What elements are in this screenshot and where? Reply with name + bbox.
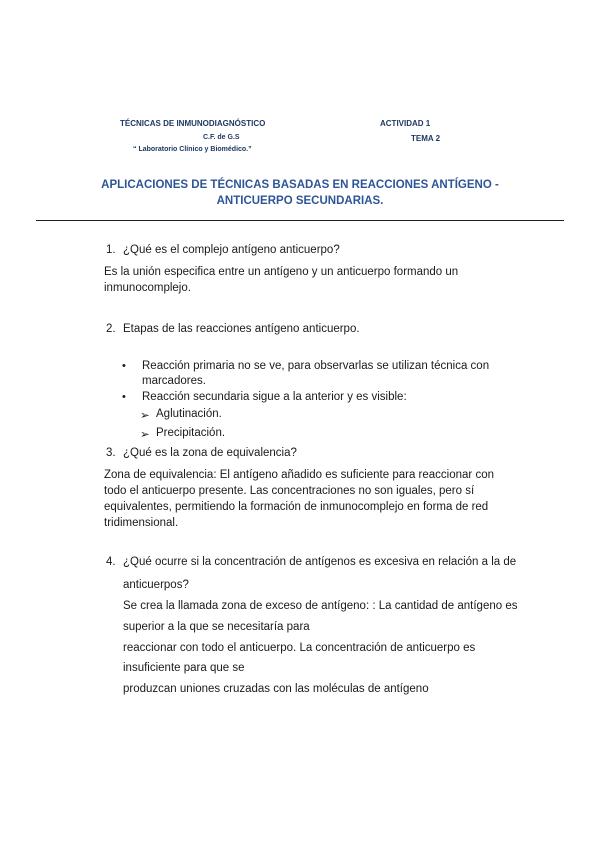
page-title	[40, 177, 560, 209]
q2-bullet1-line2: marcadores.	[142, 375, 206, 387]
q4-question-line1: ¿Qué ocurre si la concentración de antígenos es excesiva en relación a la de	[123, 556, 517, 568]
arrow-bullet-icon: ➢	[140, 429, 150, 441]
q2-number: 2.	[106, 323, 116, 335]
header-course-title: TÉCNICAS DE INMUNODIAGNÓSTICO	[120, 119, 266, 128]
q3-answer-line4: tridimensional.	[104, 517, 179, 529]
q4-answer-line3: reaccionar con todo el anticuerpo. La concentración de anticuerpo es	[123, 642, 476, 654]
q1-answer-line1: Es la unión especifica entre un antígeno y un anticuerpo formando un	[104, 266, 459, 278]
bullet-icon: •	[122, 360, 126, 372]
q2-bullet2: Reacción secundaria sigue a la anterior y es visible:	[142, 391, 407, 403]
bullet-icon: •	[122, 391, 126, 403]
header-level: C.F. de G.S	[203, 134, 240, 141]
q2-sub-item-2: Precipitación.	[156, 427, 226, 439]
header-specialty: “ Laboratorio Clínico y Biomédico.”	[133, 146, 252, 153]
q3-answer-line2: todo el anticuerpo presente. Las concentraciones no son iguales, pero sí	[104, 485, 475, 497]
page-title-line1: APLICACIONES DE TÉCNICAS BASADAS EN REACCIONES ANTÍGENO -	[101, 179, 499, 191]
q1-number: 1.	[106, 244, 116, 256]
q4-answer-line2: superior a la que se necesitaría para	[123, 621, 310, 633]
q4-number: 4.	[106, 556, 116, 568]
header-topic: TEMA 2	[411, 134, 441, 143]
q3-answer-line1: Zona de equivalencia: El antígeno añadido es suficiente para reaccionar con	[104, 469, 494, 481]
q4-answer-line5: produzcan uniones cruzadas con las moléculas de antígeno	[123, 683, 429, 695]
header-activity: ACTIVIDAD 1	[380, 119, 431, 128]
q4-answer-line1: Se crea la llamada zona de exceso de antígeno: : La cantidad de antígeno es	[123, 600, 518, 612]
page-title-line2: ANTICUERPO SECUNDARIAS.	[216, 195, 384, 207]
q3-answer-line3: equivalentes, permitiendo la formación de inmunocomplejo en forma de red	[104, 501, 489, 513]
q1-question: ¿Qué es el complejo antígeno anticuerpo?	[123, 244, 340, 256]
arrow-bullet-icon: ➢	[140, 410, 150, 422]
q4-answer-line4: insuficiente para que se	[123, 662, 245, 674]
q4-question-line2: anticuerpos?	[123, 579, 189, 591]
q2-bullet1-line1: Reacción primaria no se ve, para observarlas se utilizan técnica con	[142, 360, 490, 372]
q2-sub-item-1: Aglutinación.	[156, 408, 222, 420]
q1-answer-line2: inmunocomplejo.	[104, 282, 191, 294]
q3-number: 3.	[106, 447, 116, 459]
title-divider	[36, 220, 564, 221]
q3-question: ¿Qué es la zona de equivalencia?	[123, 447, 297, 459]
q2-question: Etapas de las reacciones antígeno anticuerpo.	[123, 323, 360, 335]
